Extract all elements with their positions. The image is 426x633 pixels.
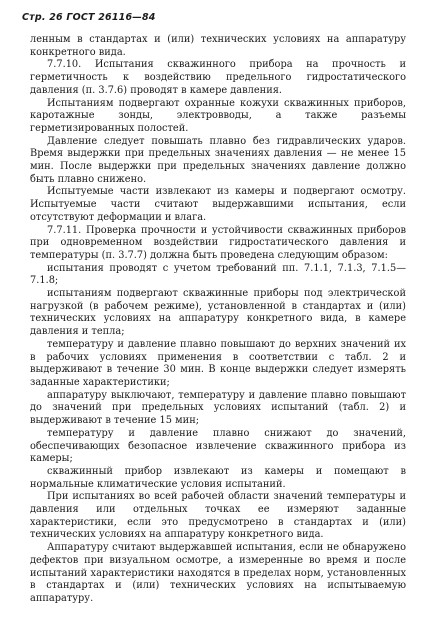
paragraph-acceptance: Аппаратуру считают выдержавшей испытания, если не обнаружено дефектов при визуальном осмотре, а измеренные во время и после испытаний характеристики находятся в пределах норм, установленных в стандартах и (или) технических условиях на испытываемую аппаратуру.: [30, 542, 406, 604]
paragraph-working-range: При испытаниях во всей рабочей области значений температуры и давления или отдельных точках ее измеряют заданные характеристики, если это предусмотрено в стандартах и (или) технических условиях на аппаратуру конкретного вида.: [30, 491, 406, 541]
paragraph-continued-text: ленным в стандартах и (или) технических условиях на аппаратуру конкретного вида.: [30, 34, 406, 58]
paragraph-7-7-10: 7.7.10. Испытания скважинного прибора на прочность и герметичность к воздействию предельного гидростатического давления (п. 3.7.6) проводят в камере давления.: [30, 59, 406, 96]
paragraph-inspection: Испытуемые части извлекают из камеры и подвергают осмотру. Испытуемые части считают выдержавшими испытания, если отсутствуют деформации и влага.: [30, 186, 406, 223]
paragraph-tested-items: Испытаниям подвергают охранные кожухи скважинных приборов, каротажные зонды, электровводы, а также разъемы герметизированных полостей.: [30, 97, 406, 134]
list-item-limit-conditions: аппаратуру выключают, температуру и давление плавно повышают до значений при предельных условиях испытаний (табл. 2) и выдерживают в течение 15 мин;: [30, 389, 406, 427]
paragraph-7-7-11: 7.7.11. Проверка прочности и устойчивости скважинных приборов при одновременном воздействии гидростатического давления и температуры (п. 3.7.7) должна быть проведена следующим образом:: [30, 224, 406, 261]
list-item-electrical-load: испытаниям подвергают скважинные приборы под электрической нагрузкой (в рабочем режиме), установленной в стандартах и (или) технических условиях на аппаратуру конкретного вида, в камере давления и тепла;: [30, 288, 406, 338]
list-item-requirements: испытания проводят с учетом требований пп. 7.1.1, 7.1.3, 7.1.5—7.1.8;: [30, 262, 406, 287]
list-item-raise-values: температуру и давление плавно повышают до верхних значений их в рабочих условиях применения в соответствии с табл. 2 и выдерживают в течение 30 мин. В конце выдержки следует измерять заданные характеристики;: [30, 338, 406, 388]
paragraph-pressure-rules: Давление следует повышать плавно без гидравлических ударов. Время выдержки при предельных значениях давления — не менее 15 мин. После выдержки при предельных значениях давление должно быть плавно снижено.: [30, 135, 406, 185]
list-item-lower-values: температуру и давление плавно снижают до значений, обеспечивающих безопасное извлечение скважинного прибора из камеры;: [30, 427, 406, 465]
document-body: [30, 34, 406, 606]
page-header: Стр. 26 ГОСТ 26116—84: [22, 12, 156, 23]
list-item-remove-device: скважинный прибор извлекают из камеры и помещают в нормальные климатические условия испытаний.: [30, 465, 406, 490]
